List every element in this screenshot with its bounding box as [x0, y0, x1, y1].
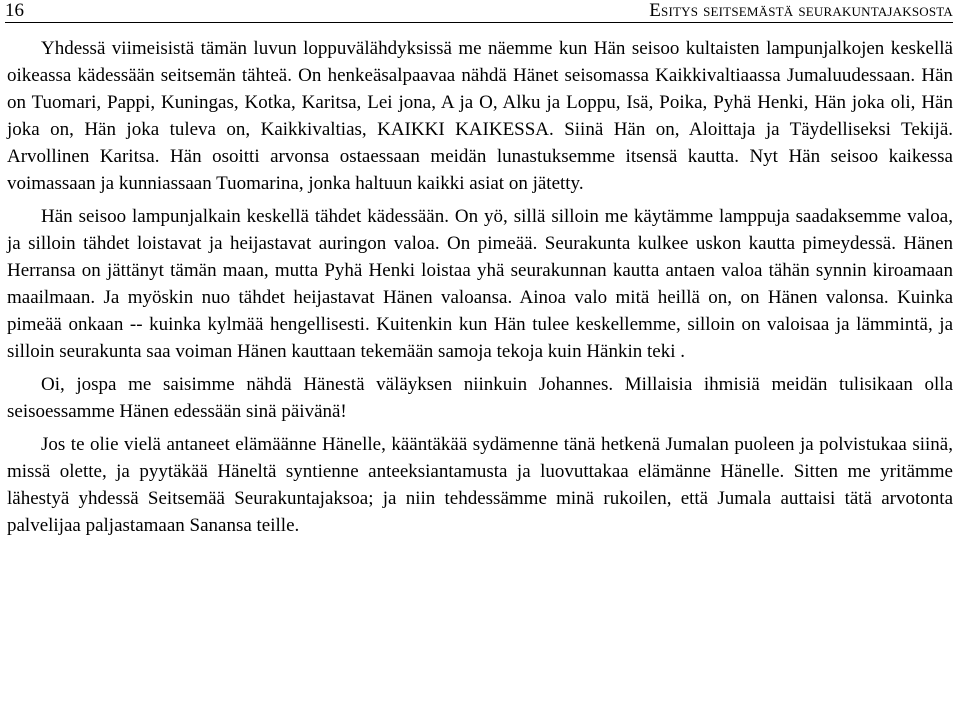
paragraph-4: Jos te olie vielä antaneet elämäänne Hänelle, kääntäkää sydämenne tänä hetkenä Jumalan puoleen ja polvistukaa siinä, missä olette, ja pyytäkää Häneltä syntienne anteeksiantamusta ja luovuttakaa elämänne Hänelle. Sitten me yritämme lähestyä yhdessä Seitsemää Seurakuntajaksoa; ja niin tehdessämme minä rukoilen, että Jumala auttaisi tätä arvotonta palvelijaa paljastamaan Sanansa teille.	[7, 434, 953, 536]
paragraph-2: Hän seisoo lampunjalkain keskellä tähdet kädessään. On yö, sillä silloin me käytämme lamppuja saadaksemme valoa, ja silloin tähdet loistavat ja heijastavat auringon valoa. On pimeää. Seurakunta kulkee uskon kautta pimeydessä. Hänen Herransa on jättänyt tämän maan, mutta Pyhä Henki loistaa yhä seurakunnan kautta antaen valoa tähän synnin kiroamaan maailmaan. Ja myöskin nuo tähdet heijastavat Hänen valoansa. Ainoa valo mitä heillä on, on Hänen valonsa. Kuinka pimeää onkaan -- kuinka kylmää hengellisesti. Kuitenkin kun Hän tulee keskellemme, silloin on valoisaa ja lämmintä, ja silloin seurakunta saa voiman Hänen kauttaan tekemään samoja tekoja kuin Hänkin teki .	[7, 206, 953, 362]
paragraph-3: Oi, jospa me saisimme nähdä Hänestä väläyksen niinkuin Johannes. Millaisia ihmisiä meidän tulisikaan olla seisoessamme Hänen edessään sinä päivänä!	[7, 374, 953, 422]
running-header	[5, 0, 953, 23]
section-title: Esitys seitsemästä seurakuntajaksosta	[649, 0, 953, 21]
page-number: 16	[5, 0, 24, 21]
body-text	[7, 35, 953, 539]
paragraph-1: Yhdessä viimeisistä tämän luvun loppuvälähdyksissä me näemme kun Hän seisoo kultaisten lampunjalkojen keskellä oikeassa kädessään seitsemän tähteä. On henkeäsalpaavaa nähdä Hänet seisomassa Kaikkivaltiaassa Jumaluudessaan. Hän on Tuomari, Pappi, Kuningas, Kotka, Karitsa, Lei jona, A ja O, Alku ja Loppu, Isä, Poika, Pyhä Henki, Hän joka oli, Hän joka on, Hän joka tuleva on, Kaikkivaltias, KAIKKI KAIKESSA. Siinä Hän on, Aloittaja ja Täydelliseksi Tekijä. Arvollinen Karitsa. Hän osoitti arvonsa ostaessaan meidän lunastuksemme itsensä kautta. Nyt Hän seisoo kaikessa voimassaan ja kunniassaan Tuomarina, jonka haltuun kaikki asiat on jätetty.	[7, 38, 953, 194]
